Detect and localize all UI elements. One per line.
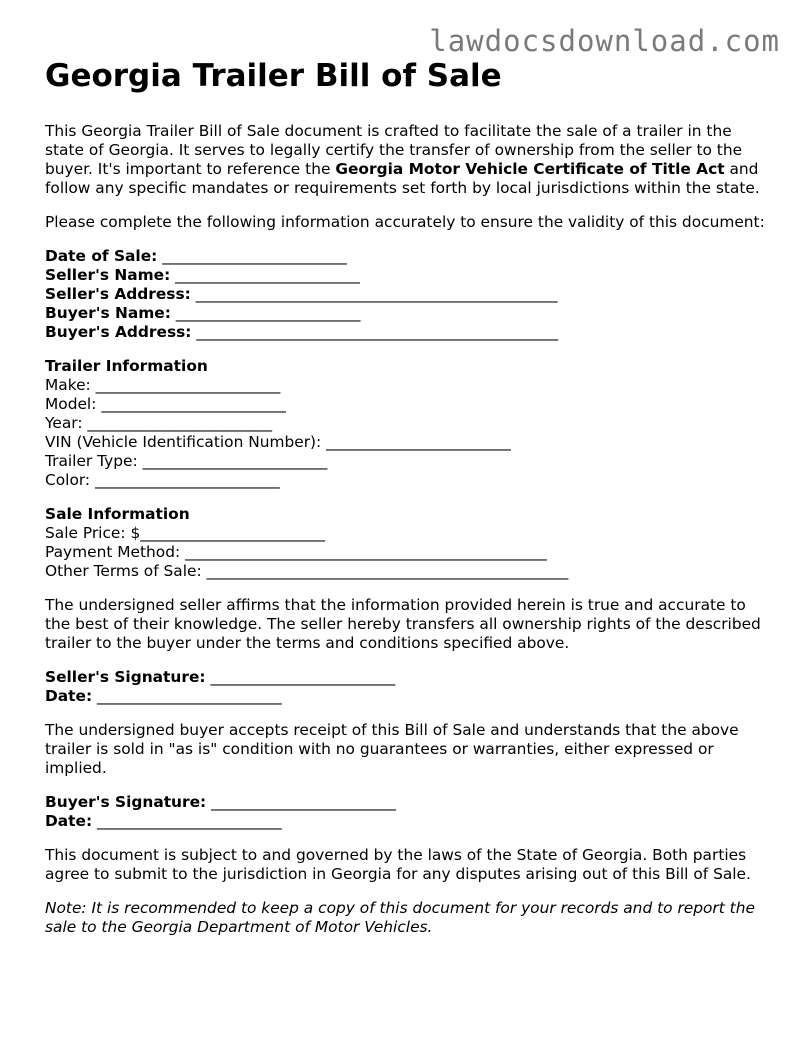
field-blank: ________________________ (211, 793, 396, 811)
recommendation-note: Note: It is recommended to keep a copy of this document for your records and to report the sale to the Georgia Department of Motor Vehicles. (45, 899, 755, 936)
buyer-signature-section (45, 793, 765, 831)
field-label: Model: (45, 395, 97, 413)
field-label: Other Terms of Sale: (45, 562, 202, 580)
field-label: Seller's Address: (45, 285, 191, 303)
seller-signature-section (45, 668, 765, 706)
field-blank: ________________________ (97, 812, 282, 830)
year-field[interactable] (45, 414, 765, 433)
field-blank: ________________________ (101, 395, 286, 413)
make-field[interactable] (45, 376, 765, 395)
field-blank: ________________________ (326, 433, 511, 451)
field-blank: ________________________ (175, 266, 360, 284)
field-blank: ________________________ (95, 376, 281, 394)
field-label: Date of Sale: (45, 247, 158, 265)
seller-affirmation-paragraph: The undersigned seller affirms that the information provided herein is true and accurate to the best of their knowledge. The seller hereby transfers all ownership rights of the described trailer to the buyer under the terms and conditions specified above. (45, 596, 761, 652)
field-blank: ________________________ (140, 524, 325, 542)
field-label: Date: (45, 812, 93, 830)
trailer-information-heading: Trailer Information (45, 357, 208, 375)
title-act-reference: Georgia Motor Vehicle Certificate of Title Act (335, 160, 725, 178)
site-watermark: lawdocsdownload.com (429, 24, 780, 58)
governing-law-paragraph: This document is subject to and governed by the laws of the State of Georgia. Both parties agree to submit to the jurisdiction in Georgia for any disputes arising out of this Bill of Sale. (45, 846, 751, 883)
intro-text-after: and follow any specific mandates or requirements set forth by local jurisdictions within the state. (45, 160, 760, 197)
intro-paragraph (45, 122, 765, 198)
buyer-signature-field[interactable] (45, 793, 765, 812)
intro-text-before: This Georgia Trailer Bill of Sale document is crafted to facilitate the sale of a trailer in the state of Georgia. It serves to legally certify the transfer of ownership from the seller to the buyer. It's important to reference the (45, 122, 743, 178)
field-blank: _______________________________________________ (196, 323, 559, 341)
field-label: Buyer's Address: (45, 323, 192, 341)
trailer-information-section (45, 357, 765, 490)
seller-date-field[interactable] (45, 687, 765, 706)
field-blank: ________________________ (95, 471, 280, 489)
sale-price-field[interactable] (45, 524, 765, 543)
parties-section (45, 247, 765, 342)
field-blank: ________________________ (97, 687, 282, 705)
field-blank: ________________________ (175, 304, 361, 322)
field-blank: _______________________________________________ (195, 285, 558, 303)
payment-method-field[interactable] (45, 543, 765, 562)
field-label: Make: (45, 376, 91, 394)
trailer-type-field[interactable] (45, 452, 765, 471)
field-label: Buyer's Name: (45, 304, 171, 322)
field-blank: _______________________________________________ (185, 543, 547, 561)
field-blank: ________________________ (87, 414, 273, 432)
document-body (45, 56, 765, 952)
field-label: Sale Price: $ (45, 524, 141, 542)
field-label: Payment Method: (45, 543, 181, 561)
seller-address-field[interactable] (45, 285, 765, 304)
field-label: Date: (45, 687, 93, 705)
sale-information-heading: Sale Information (45, 505, 190, 523)
field-blank: _______________________________________________ (206, 562, 569, 580)
vin-field[interactable] (45, 433, 765, 452)
buyer-date-field[interactable] (45, 812, 765, 831)
field-label: VIN (Vehicle Identification Number): (45, 433, 322, 451)
model-field[interactable] (45, 395, 765, 414)
field-blank: ________________________ (142, 452, 328, 470)
seller-name-field[interactable] (45, 266, 765, 285)
buyer-name-field[interactable] (45, 304, 765, 323)
date-of-sale-field[interactable] (45, 247, 765, 266)
buyer-acceptance-paragraph: The undersigned buyer accepts receipt of this Bill of Sale and understands that the above trailer is sold in "as is" condition with no guarantees or warranties, either expressed or implied. (45, 721, 739, 777)
field-label: Seller's Name: (45, 266, 171, 284)
seller-signature-field[interactable] (45, 668, 765, 687)
field-label: Color: (45, 471, 91, 489)
sale-information-section (45, 505, 765, 581)
color-field[interactable] (45, 471, 765, 490)
field-label: Year: (45, 414, 83, 432)
field-label: Buyer's Signature: (45, 793, 207, 811)
field-label: Seller's Signature: (45, 668, 206, 686)
field-blank: ________________________ (210, 668, 396, 686)
buyer-address-field[interactable] (45, 323, 765, 342)
page-title: Georgia Trailer Bill of Sale (45, 58, 502, 94)
field-label: Trailer Type: (45, 452, 138, 470)
instruction-paragraph: Please complete the following information accurately to ensure the validity of this document: (45, 213, 765, 231)
other-terms-field[interactable] (45, 562, 765, 581)
field-blank: ________________________ (162, 247, 347, 265)
